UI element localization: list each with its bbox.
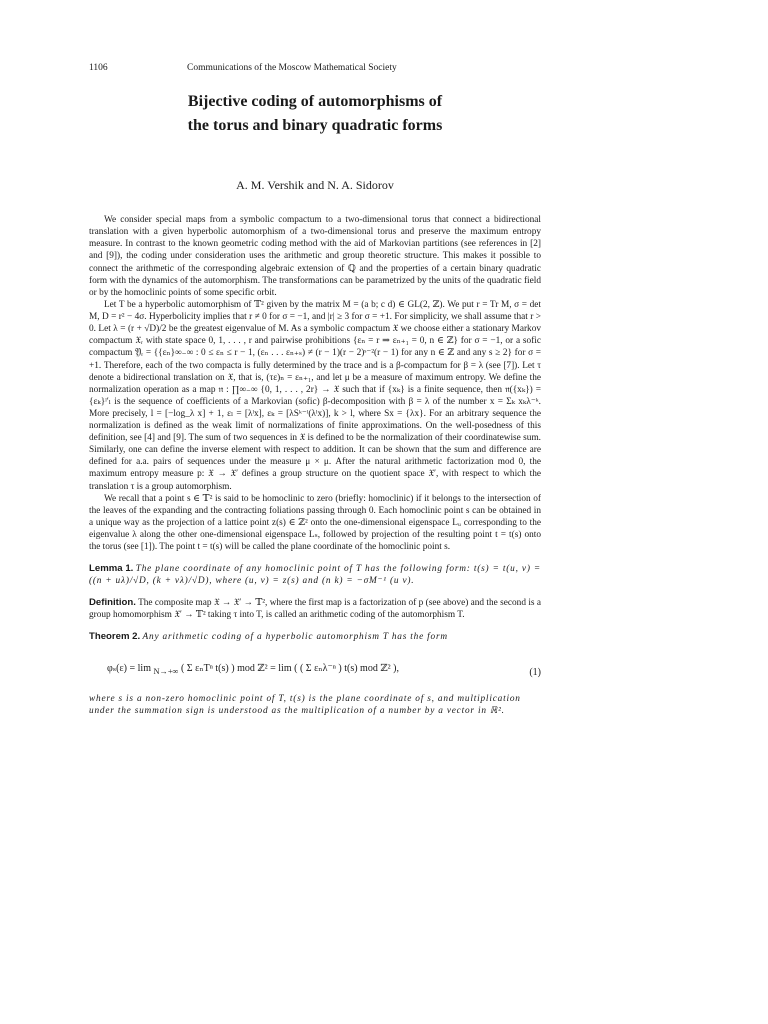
lemma-label: Lemma 1. [89, 563, 134, 575]
equation-1 [89, 658, 541, 683]
theorem-continuation: where s is a non-zero homoclinic point of T, t(s) is the plane coordinate of s, and multiplication under the summation sign is understood as the multiplication of a number by a vector in ℝ². [89, 693, 521, 716]
paragraph-1: Let T be a hyperbolic automorphism of 𝕋² given by the matrix M = (a b; c d) ∈ GL(2, ℤ). We put r = Tr M, σ = det M, D = r² − 4σ. Hyperbolicity implies that r ≠ 0 for σ = −1, and |r| ≥ 3 for σ = +1. For simplicity, we shall assume that r > 0. Let λ = (r + √D)/2 be the greatest eigenvalue of M. As a symbolic compactum 𝔛 we choose either a stationary Markov compactum 𝔛ᵣ with state space 0, 1, . . . , r and pairwise prohibitions {εₙ = r ⇒ εₙ₊₁ = 0, n ∈ ℤ} for σ = −1, or a sofic compactum 𝔜ᵣ = {{εₙ}∞₋∞ : 0 ≤ εₙ ≤ r − 1, (εₙ . . . εₙ₊ₛ) ≠ (r − 1)(r − 2)ˢ⁻²(r − 1) for any n ∈ ℤ and any s ≥ 2} for σ = +1. Therefore, each of the two compacta is fully determined by the trace and is a β-compactum for β = λ (see [7]). Let τ denote a bidirectional translation on 𝔛, that is, (τε)ₙ = εₙ₊₁, and let μ be a measure of maximum entropy. We define the normalization operation as a map 𝔫 : ∏∞₋∞ {0, 1, . . . , 2r} → 𝔛 such that if {xₖ} is a finite sequence, then 𝔫({xₖ}) = {εₖ}ˡ′ₗ is the sequence of coefficients of a Markovian (sofic) β-decomposition with β = λ of the number x = Σₖ xₖλ⁻ᵏ. More precisely, l = [−log_λ x] + 1, εₗ = [λˡx], εₖ = [λSᵏ⁻ˡ(λˡx)], k > l, where Sx = {λx}. For an arbitrary sequence the normalization is defined as the weak limit of normalizations of finite approximations. On the well-posedness of this definition, see [4] and [9]. The sum of two sequences in 𝔛 is defined to be the normalization of their coordinatewise sum. Similarly, one can define the inverse element with respect to addition. It can be shown that the sum and difference are defined for a.a. pairs of sequences under the measure μ × μ. After the natural arithmetic factorization mod 0, the maximum entropy measure p: 𝔛 → 𝔛′ defines a group structure on the quotient space 𝔛′, with respect to which the translation τ is a group automorphism. [89, 300, 541, 492]
title-line-1: Bijective coding of automorphisms of [187, 93, 443, 110]
lemma-1 [89, 563, 541, 587]
body-text [89, 299, 541, 553]
lemma-text: The plane coordinate of any homoclinic point of T has the following form: t(s) = t(u, v) = ((n + uλ)/√D, (k + vλ)/√D), where (u, v) = z(s) and (n k) = −σM⁻¹ (u v). [89, 564, 541, 587]
running-head [89, 62, 541, 74]
theorem-text: Any arithmetic coding of a hyperbolic automorphism T has the form [142, 632, 448, 643]
title-line-2: the torus and binary quadratic forms [187, 117, 443, 134]
theorem-2 [89, 631, 541, 643]
abstract [89, 214, 541, 299]
formula-part-1: ( Σ εₙTⁿ t(s) ) mod ℤ² [180, 662, 268, 674]
formula-lhs: φₛ(ε) = lim [107, 662, 151, 674]
formula-part-2: = lim ( ( Σ εₙλ⁻ⁿ ) t(s) mod ℤ² ), [270, 662, 399, 674]
theorem-label: Theorem 2. [89, 631, 141, 643]
equation-number: (1) [529, 666, 541, 678]
paragraph-2: We recall that a point s ∈ 𝕋² is said to be homoclinic to zero (briefly: homoclinic) if it belongs to the intersection of the leaves of the expanding and the contracting foliations passing through 0. Each homoclinic point s can be obtained in a unique way as the projection of a lattice point z(s) ∈ ℤ² onto the one-dimensional eigenspace Lᵤ corresponding to the eigenvalue λ along the other one-dimensional eigenspace Lₛ, followed by projection of the resulting point t = t(s) onto the torus (see [1]). The point t = t(s) will be called the plane coordinate of the homoclinic point s. [89, 493, 541, 552]
journal-name: Communications of the Moscow Mathematical Society [187, 63, 397, 73]
definition-label: Definition. [89, 597, 136, 609]
authors: A. M. Vershik and N. A. Sidorov [236, 178, 394, 192]
article-title [89, 90, 541, 138]
article-page [89, 62, 541, 717]
definition-text: The composite map 𝔛 → 𝔛′ → 𝕋², where the first map is a factorization of p (see above) and the second is a group homomorphism 𝔛′ → 𝕋² taking τ into T, is called an arithmetic coding of the automorphism T. [89, 598, 542, 621]
abstract-text: We consider special maps from a symbolic compactum to a two-dimensional torus that connect a bidirectional translation with a given hyperbolic automorphism of a two-dimensional torus and preserve the maximum entropy measure. In contrast to the known geometric coding method with the aid of Markovian partitions (see references in [2] and [9]), the coding under consideration uses the arithmetic and group theoretic structure. This makes it possible to connect the arithmetic of the corresponding algebraic extension of ℚ and the properties of a certain binary quadratic form with the dynamics of the automorphism. The transformations can be parametrized by the units of the quadratic field or by the homoclinic points of some specific orbit. [89, 215, 541, 298]
formula-limit-subscript: N→+∞ [153, 666, 179, 676]
definition [89, 597, 541, 621]
page-number: 1106 [89, 63, 108, 73]
